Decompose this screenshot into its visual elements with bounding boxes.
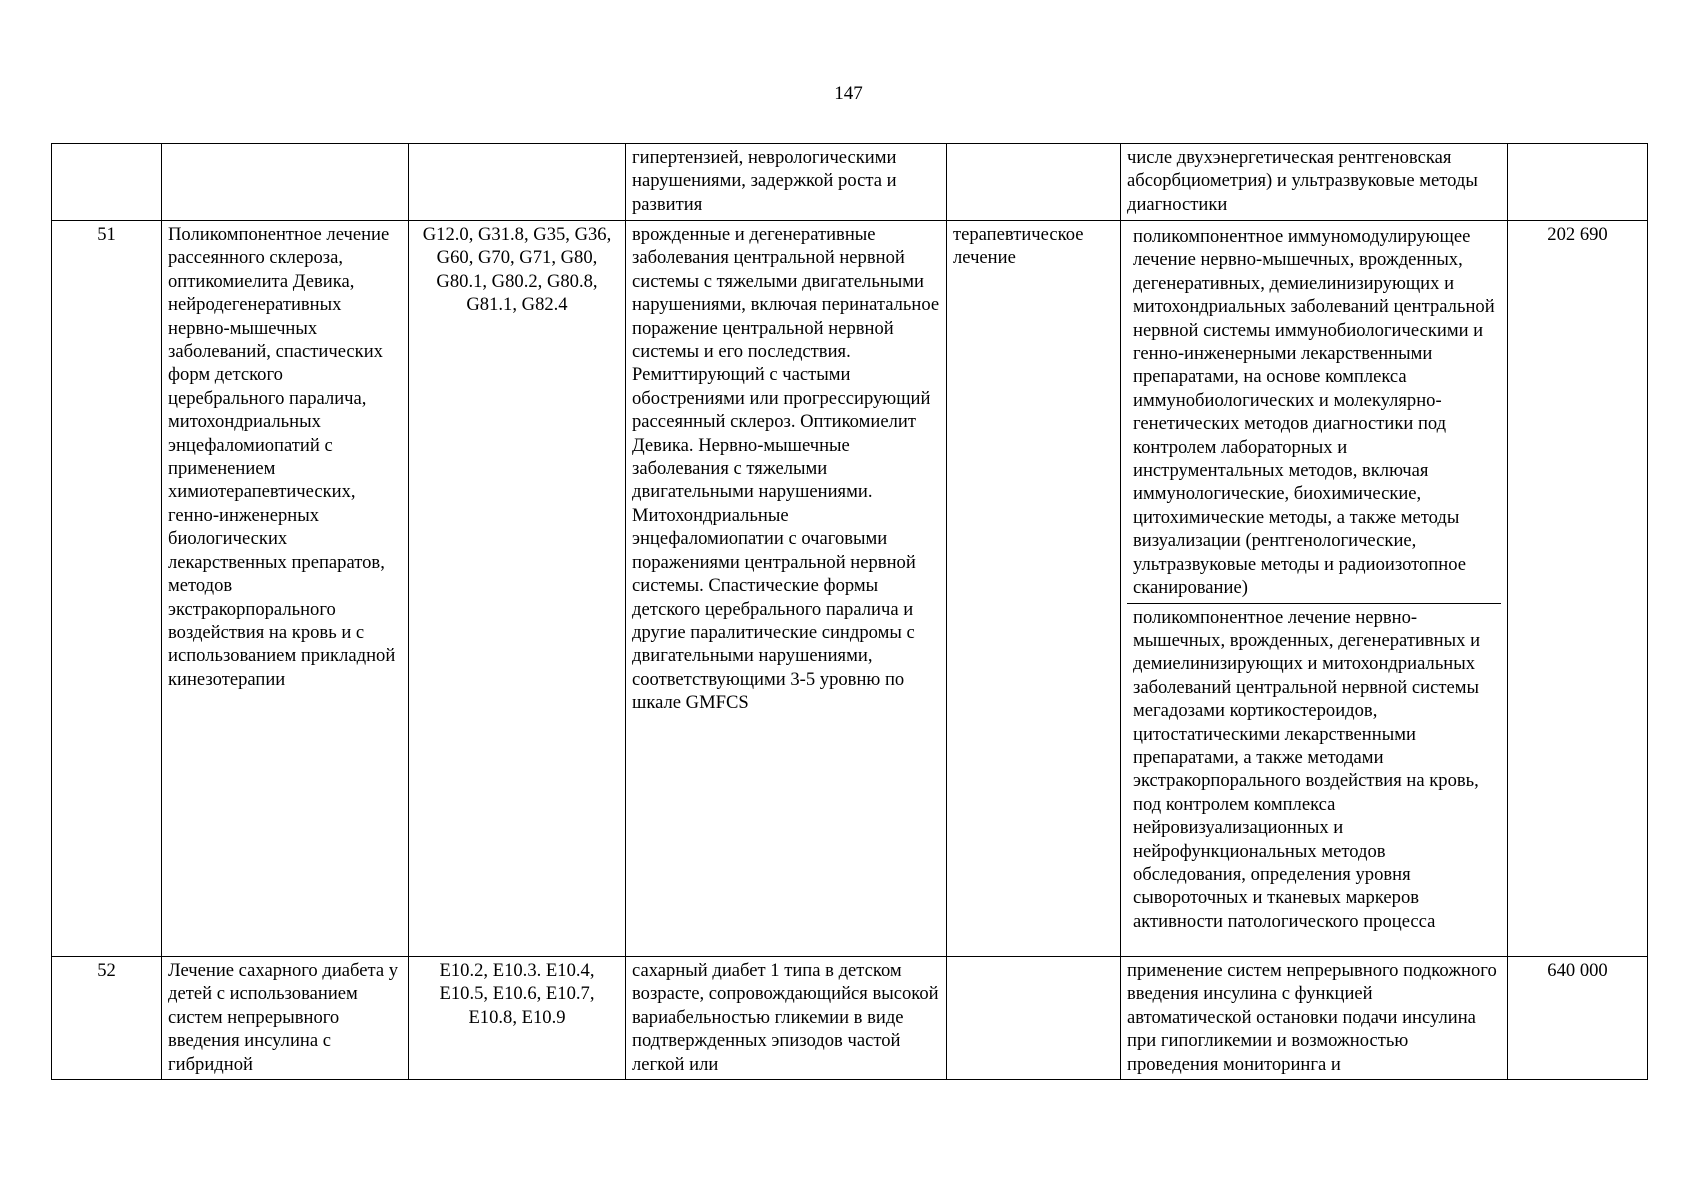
treatment-method-cell: применение систем непрерывного подкожного введения инсулина с функцией автоматической остановки подачи инсулина при гипогликемии и возможностью проведения мониторинга и	[1121, 957, 1508, 1080]
page-number: 147	[834, 83, 863, 104]
table-row-51	[52, 221, 1648, 957]
cost-cell: 202 690	[1508, 221, 1648, 957]
row-number: 52	[52, 957, 162, 1080]
icd-codes-cell	[409, 144, 626, 221]
care-name-cell	[162, 144, 409, 221]
table-row-continued	[52, 144, 1648, 221]
treatment-method-1: поликомпонентное иммуномодулирующее лечение нервно-мышечных, врожденных, дегенеративных, демиелинизирующих и митохондриальных заболеваний центральной нервной системы иммунобиологическими и генно-инженерными лекарственными препаратами, на основе комплекса иммунобиологических и молекулярно-генетических методов диагностики под контролем лабораторных и инструментальных методов, включая иммунологические, биохимические, цитохимические методы, а также методы визуализации (рентгенологические, ультразвуковые методы и радиоизотопное сканирование)	[1133, 226, 1495, 599]
care-name-cell: Лечение сахарного диабета у детей с использованием систем непрерывного введения инсулина с гибридной	[162, 957, 409, 1080]
patient-model-cell: сахарный диабет 1 типа в детском возрасте, сопровождающийся высокой вариабельностью гликемии в виде подтвержденных эпизодов частой легкой или	[626, 957, 947, 1080]
row-number	[52, 144, 162, 221]
patient-model-cell: гипертензией, неврологическими нарушениями, задержкой роста и развития	[626, 144, 947, 221]
icd-codes-cell: E10.2, E10.3. E10.4, E10.5, E10.6, E10.7, E10.8, E10.9	[409, 957, 626, 1080]
treatment-method-cell: числе двухэнергетическая рентгеновская абсорбциометрия) и ультразвуковые методы диагностики	[1121, 144, 1508, 221]
patient-model-cell: врожденные и дегенеративные заболевания центральной нервной системы с тяжелыми двигательными нарушениями, включая перинатальное поражение центральной нервной системы и его последствия. Ремиттирующий с частыми обострениями или прогрессирующий рассеянный склероз. Оптикомиелит Девика. Нервно-мышечные заболевания с тяжелыми двигательными нарушениями. Митохондриальные энцефаломиопатии с очаговыми поражениями центральной нервной системы. Спастические формы детского церебрального паралича и другие паралитические синдромы с двигательными нарушениями, соответствующими 3-5 уровню по шкале GMFCS	[626, 221, 947, 957]
treatment-type-cell: терапевтическое лечение	[947, 221, 1121, 957]
treatment-type-cell	[947, 144, 1121, 221]
treatment-method-cell	[1121, 221, 1508, 957]
treatment-type-cell	[947, 957, 1121, 1080]
cost-cell	[1508, 144, 1648, 221]
cost-cell: 640 000	[1508, 957, 1648, 1080]
treatment-method-2: поликомпонентное лечение нервно-мышечных, врожденных, дегенеративных и демиелинизирующих и митохондриальных заболеваний центральной нервной системы мегадозами кортикостероидов, цитостатическими лекарственными препаратами, а также методами экстракорпорального воздействия на кровь, под контролем комплекса нейровизуализационных и нейрофункциональных методов обследования, определения уровня сывороточных и тканевых маркеров активности патологического процесса	[1127, 603, 1501, 937]
medical-care-table	[51, 143, 1648, 1080]
icd-codes-cell: G12.0, G31.8, G35, G36, G60, G70, G71, G80, G80.1, G80.2, G80.8, G81.1, G82.4	[409, 221, 626, 957]
table-row-52	[52, 957, 1648, 1080]
row-number: 51	[52, 221, 162, 957]
care-name-cell: Поликомпонентное лечение рассеянного склероза, оптикомиелита Девика, нейродегенеративных нервно-мышечных заболеваний, спастических форм детского церебрального паралича, митохондриальных энцефаломиопатий с применением химиотерапевтических, генно-инженерных биологических лекарственных препаратов, методов экстракорпорального воздействия на кровь и с использованием прикладной кинезотерапии	[162, 221, 409, 957]
